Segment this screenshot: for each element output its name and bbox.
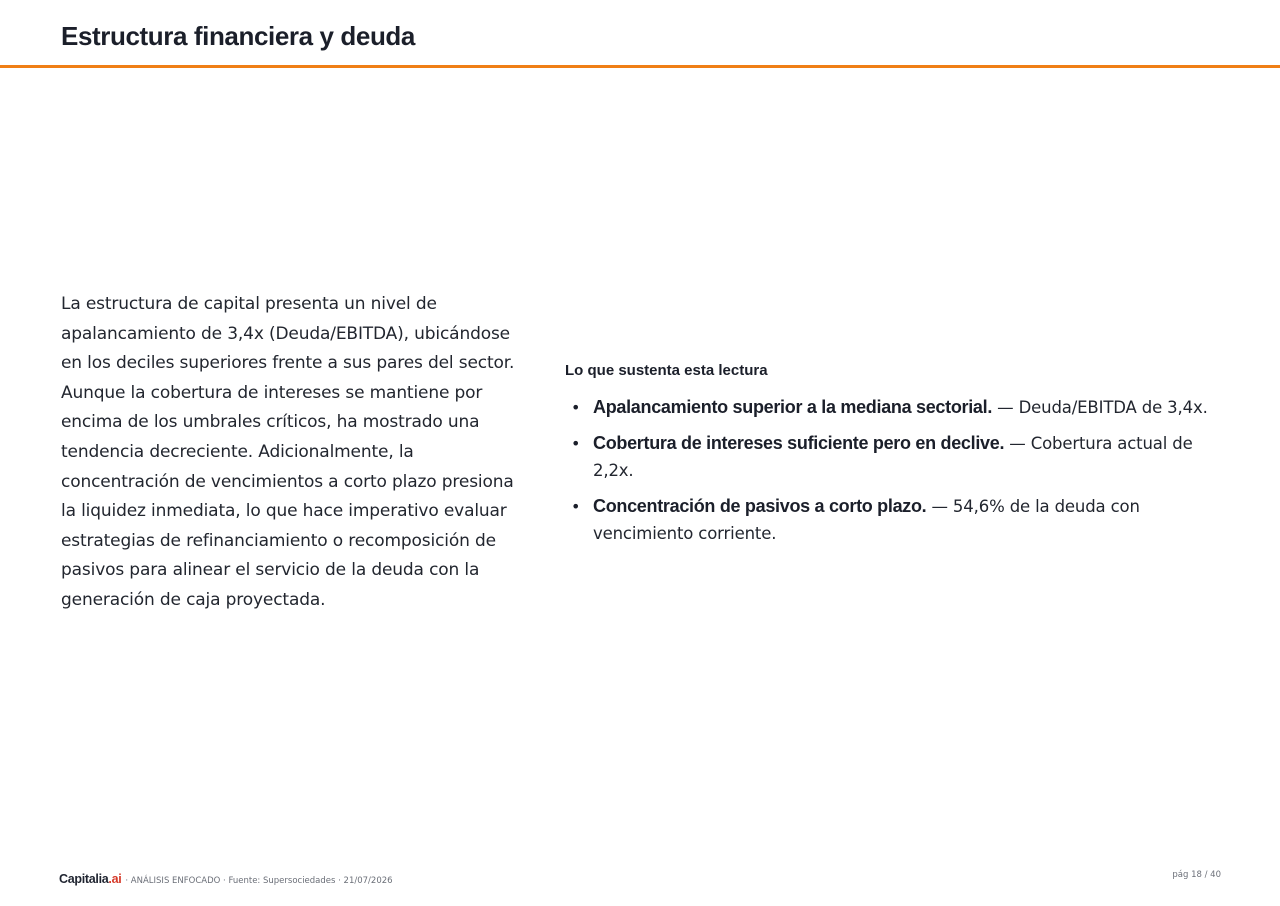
footer-left bbox=[59, 868, 393, 887]
evidence-item-leverage bbox=[565, 394, 1225, 421]
evidence-item-detail: — Deuda/EBITDA de 3,4x. bbox=[992, 398, 1208, 417]
page-footer bbox=[59, 868, 1221, 886]
evidence-item-coverage bbox=[565, 430, 1225, 484]
evidence-item-title: Cobertura de intereses suficiente pero en declive. bbox=[593, 433, 1005, 453]
page-title: Estructura financiera y deuda bbox=[61, 21, 415, 51]
evidence-item-title: Concentración de pasivos a corto plazo. bbox=[593, 496, 927, 516]
footer-meta: · ANÁLISIS ENFOCADO · Fuente: Supersociedades · 21/07/2026 bbox=[125, 876, 393, 886]
bullet-icon: • bbox=[571, 497, 581, 516]
page-header bbox=[0, 0, 1280, 68]
evidence-item-short-term bbox=[565, 493, 1225, 547]
bullet-icon: • bbox=[571, 398, 581, 417]
evidence-item-detail: — 54,6% de la deuda con vencimiento corriente. bbox=[593, 497, 1140, 543]
brand-name: Capitalia bbox=[59, 872, 109, 886]
brand-suffix: .ai bbox=[108, 872, 122, 886]
summary-paragraph: La estructura de capital presenta un nivel de apalancamiento de 3,4x (Deuda/EBITDA), ubicándose en los deciles superiores frente a sus pares del sector. Aunque la cobertura de intereses se mantiene por encima de los umbrales críticos, ha mostrado una tendencia decreciente. Adicionalmente, la concentración de vencimientos a corto plazo presiona la liquidez inmediata, lo que hace imperativo evaluar estrategias de refinanciamiento o recomposición de pasivos para alinear el servicio de la deuda con la generación de caja proyectada. bbox=[61, 294, 515, 610]
page-number: pág 18 / 40 bbox=[1172, 870, 1221, 880]
evidence-item-title: Apalancamiento superior a la mediana sectorial. bbox=[593, 397, 993, 417]
evidence-item-detail: — Cobertura actual de 2,2x. bbox=[593, 434, 1193, 480]
evidence-section bbox=[565, 361, 1225, 556]
evidence-list bbox=[565, 394, 1225, 547]
brand-logo bbox=[59, 872, 121, 886]
bullet-icon: • bbox=[571, 434, 581, 453]
evidence-heading: Lo que sustenta esta lectura bbox=[565, 362, 768, 379]
